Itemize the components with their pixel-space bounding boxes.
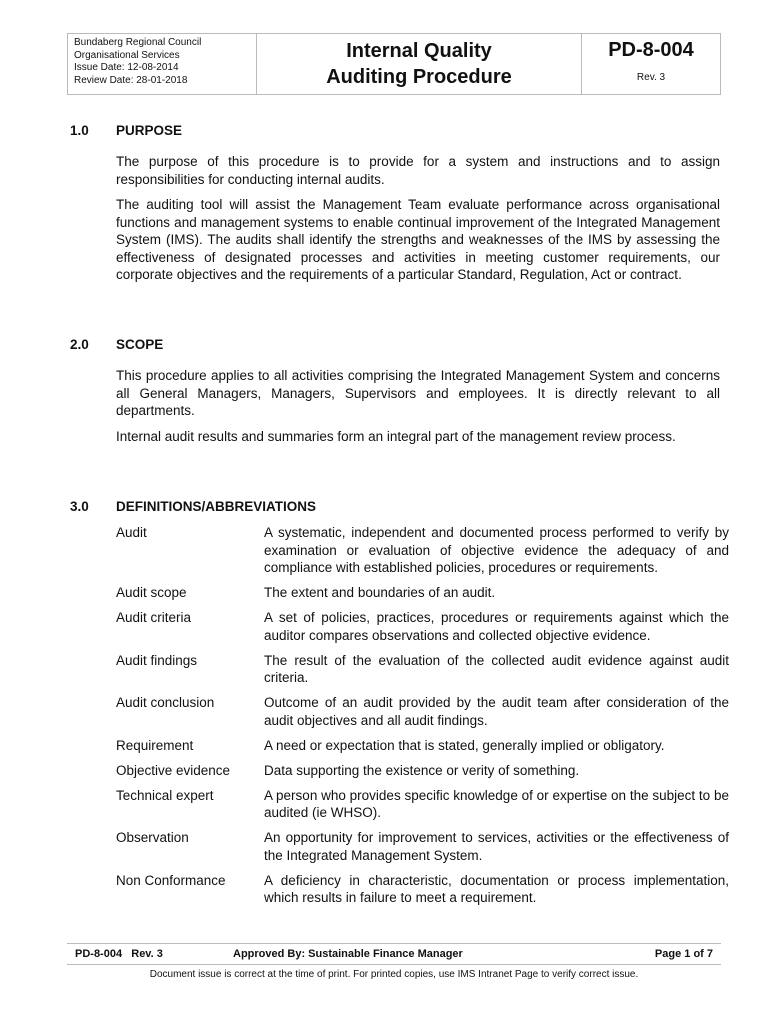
definition-term: Audit conclusion [116,695,215,710]
org-name: Bundaberg Regional Council [74,37,202,48]
definition-text: An opportunity for improvement to services, activities or the effectiveness of the Integrated Management System. [264,830,729,863]
header-doc-code [582,34,720,94]
section-title: PURPOSE [116,123,183,138]
definition-row [116,652,729,687]
section-title: SCOPE [116,337,164,352]
section-number: 1.0 [70,123,89,138]
definition-term: Observation [116,830,189,845]
definition-row [116,524,729,577]
paragraph: The purpose of this procedure is to provide for a system and instructions and to assign responsibilities for conducting internal audits. [116,154,720,187]
paragraph: Internal audit results and summaries form an integral part of the management review process. [116,428,676,444]
issue-date: Issue Date: 12-08-2014 [74,62,179,73]
definition-term: Audit criteria [116,610,192,625]
title-line-2: Auditing Procedure [326,66,512,88]
definition-row [116,872,729,907]
definition-term: Objective evidence [116,762,231,778]
definition-row [116,762,729,780]
definition-row [116,694,729,729]
footer-approved-by: Approved By: Sustainable Finance Manager [233,948,463,960]
section-heading [70,499,720,514]
definition-row [116,737,729,755]
title-line-1: Internal Quality [346,40,492,62]
definition-text: A deficiency in characteristic, documentation or process implementation, which results in failure to meet a requirement. [264,872,729,905]
document-footer [67,943,721,980]
paragraph: The auditing tool will assist the Management Team evaluate performance across organisational functions and management systems to enable continual improvement of the Integrated Management System (IMS). The audits shall identify the strengths and weaknesses of the IMS by assessing the effectiveness of designated processes and activities in meeting customer requirements, our corporate objectives and the requirements of a particular Standard, Regulation, Act or contract. [116,197,720,282]
definition-term: Audit findings [116,652,198,668]
section-heading [70,337,720,352]
document-title [257,34,582,94]
section-number: 2.0 [70,337,89,352]
footer-page-number: Page 1 of 7 [654,948,713,960]
org-department: Organisational Services [74,49,180,61]
section-heading [70,123,720,138]
footer-note: Document issue is correct at the time of print. For printed copies, use IMS Intranet Page to verify correct issue. [149,969,639,980]
definition-term: Non Conformance [116,872,226,888]
definition-text: Outcome of an audit provided by the audit team after consideration of the audit objectives and all audit findings. [264,695,729,728]
definition-text: Data supporting the existence or verity of something. [264,762,580,778]
section-number: 3.0 [70,499,89,514]
definition-row [116,609,729,644]
revision: Rev. 3 [636,72,666,83]
definition-term: Requirement [116,737,194,753]
definition-text: A person who provides specific knowledge of or expertise on the subject to be audited (ie WHSO). [264,787,729,820]
paragraph: This procedure applies to all activities comprising the Integrated Management System and concerns all General Managers, Managers, Supervisors and employees. It is directly relevant to all departments. [116,368,720,418]
definitions-list [116,524,729,914]
definition-text: A need or expectation that is stated, generally implied or obligatory. [264,737,665,753]
definition-row [116,584,729,602]
definition-row [116,787,729,822]
definition-term: Technical expert [116,787,214,803]
definition-text: The result of the evaluation of the collected audit evidence against audit criteria. [264,652,729,685]
definition-text: A set of policies, practices, procedures or requirements against which the auditor compares observations and collected objective evidence. [264,610,729,643]
footer-bar [67,943,721,965]
review-date: Review Date: 28-01-2018 [74,74,188,86]
doc-code: PD-8-004 [608,39,694,61]
document-header [67,33,721,95]
section-title: DEFINITIONS/ABBREVIATIONS [116,499,317,514]
definition-term: Audit scope [116,585,187,600]
footer-doc-code: PD-8-004 Rev. 3 [75,948,163,960]
section-purpose [70,123,720,284]
definition-row [116,829,729,864]
definition-text: A systematic, independent and documented process performed to verify by examination or evaluation of objective evidence the adequacy of and compliance with established policies, procedures or requirements. [264,525,729,575]
section-definitions [70,499,720,514]
definition-term: Audit [116,525,147,540]
header-org-info [68,34,257,94]
section-scope [70,337,720,445]
definition-text: The extent and boundaries of an audit. [264,585,496,600]
